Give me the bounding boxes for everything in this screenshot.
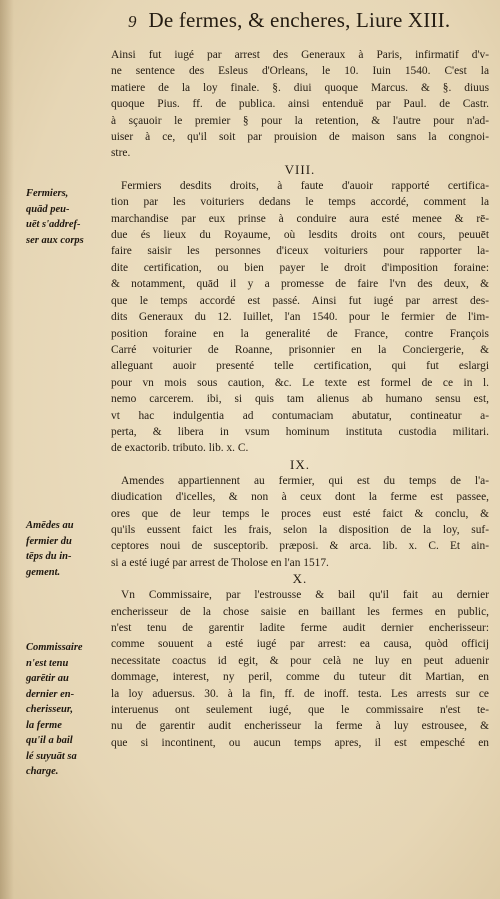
text-line: à sçauoir le premier § pour la retention, & l'autre pour n'ad- [111,114,489,127]
folio-number: 9 [128,12,137,31]
text-line: Carré voiturier de Roanne, prisonnier en la Conciergerie, & [111,343,489,356]
main-text [111,47,489,751]
text-line: marchandise par eux prinse à conduire aura esté menee & rē- [111,212,489,225]
text-line: que si incontinent, ou aucun temps apres, il est empesché en [111,736,489,749]
text-line: Amendes appartiennent au fermier, qui est du temps de l'a- [121,474,489,487]
text-line: position foraine en la generalité de France, contre François [111,327,489,340]
margin-line: garētir au [26,673,69,684]
text-line: n'est tenu de garentir ladite ferme audit dernier encherisseur: [111,622,489,634]
text-line: tion par les voituriers dedans le temps accordé, comment la [111,196,489,209]
text-line: que le temps accordé est passé. Ainsi fut iugé par arrest des- [111,294,489,307]
text-line: encherisseur de la chose saisie en baillant les fermes en public, [111,605,489,618]
paragraph-x [111,587,489,751]
text-line: alleguant auoir presenté telle certification, qui fut eslargi [111,360,489,373]
margin-line: cherisseur, [26,704,73,715]
text-line: nu de garentir audit encherisseur la ferme à luy estrousee, & [111,720,489,733]
text-line: comme souuent a esté iugé par arrest: ea causa, quòd officij [111,638,489,651]
margin-line: Commissaire [26,642,83,653]
paragraph-viii [111,178,489,457]
margin-line: tēps du in- [26,551,72,562]
section-number-viii: VIII. [284,161,316,177]
text-line: ne sentence des Esleus d'Orleans, le 10. Iuin 1540. C'est la [111,65,489,78]
margin-line: uēt s'addref- [26,219,81,230]
margin-line: Amēdes au [26,520,74,531]
margin-line: ser aux corps [26,234,84,246]
margin-line: qu'il a bail [26,735,73,746]
page-header [128,8,488,38]
margin-line: la ferme [26,719,62,731]
paragraph-continued [111,47,489,162]
margin-line: lé suyuāt sa [26,750,77,762]
margin-note-commissaire [26,640,112,780]
text-line: necessitate coactus id egit, & pour celà ne luy en peut aduenir [111,654,489,667]
margin-line: charge. [26,766,59,777]
text-line: quoque Pius. ff. de publica. ainsi entenduë par Paul. de Castr. [111,98,489,111]
text-line: Ainsi fut iugé par arrest des Generaux à Paris, infirmatif d'v- [111,49,489,61]
text-line: de exactorib. tributo. lib. x. C. [111,442,249,455]
margin-line: dernier en- [26,688,75,700]
margin-line: quād peu- [26,203,70,215]
margin-line: n'est tenu [26,657,69,669]
text-line: perta, & libera in vsum hominum instituta custodia militari. [111,425,489,438]
text-line: qu'ils eussent faict les frais, selon la disposition de la loy, suf- [111,523,489,536]
text-line: due és lieux du Royaume, où lesdits droits ont cours, peuuēt [111,229,489,242]
margin-note-amendes [26,518,112,580]
margin-line: gement. [26,566,61,578]
margin-note-fermiers [26,186,112,248]
text-line: ceptores noui de susceptorib. præposi. & arca. lib. x. C. Et ain- [111,540,489,553]
paragraph-ix [111,473,489,571]
text-line: stre. [111,147,131,160]
section-number-x: X. [292,571,308,587]
text-line: Vn Commissaire, par l'estrousse & bail qu'il fait au dernier [121,589,489,602]
text-line: Fermiers desdits droits, à faute d'auoir rapporté certifica- [121,179,489,192]
text-line: vt hac indulgentia ad contumaciam abutatur, contineatur a- [111,409,489,422]
margin-line: fermier du [26,535,72,547]
text-line: uiser à ce, qu'il soit par prouision de maison sans la congnoi- [111,131,489,144]
text-line: faire saisir les personnes d'iceux voituriers pour rapporter la- [111,245,489,258]
text-line: la loy aduersus. 30. à la fin, ff. de inoff. testa. Les arrests sur ce [111,687,489,700]
text-line: dits Generaux du 12. Iuillet, l'an 1540. pour le fermier de l'im- [111,311,489,324]
section-number-ix: IX. [290,456,310,472]
text-line: dommage, interest, ny peril, comme du tuteur dit Martian, en [111,671,489,684]
running-title: De fermes, & encheres, Liure XIII. [148,8,451,32]
text-line: interuenus ont seulement iugé, que le commissaire n'est te- [111,704,489,717]
text-line: pour vn mois sous caution, &c. Le texte est formel de ce in l. [111,376,489,389]
text-line: matiere de la loy finale. §. diui quoque Marcus. & §. diuus [111,81,489,94]
text-line: nemo carcerem. ibi, si quis tam alienus ab humano sensu est, [111,393,489,406]
text-line: & notamment, quād il y a promesse de faire l'vn des deux, & [111,278,489,291]
text-line: diudication d'icelles, & non à ceux dont la ferme est passee, [111,491,489,504]
gutter-shadow [0,0,14,899]
text-line: si a esté iugé par arrest de Tholose en l'an 1517. [111,556,329,569]
margin-line: Fermiers, [26,188,69,199]
text-line: dite certification, ou bien payer le droit d'imposition foraine: [111,261,489,274]
text-line: ores que de leur temps le proces eust esté faict & conclu, & [111,507,489,520]
